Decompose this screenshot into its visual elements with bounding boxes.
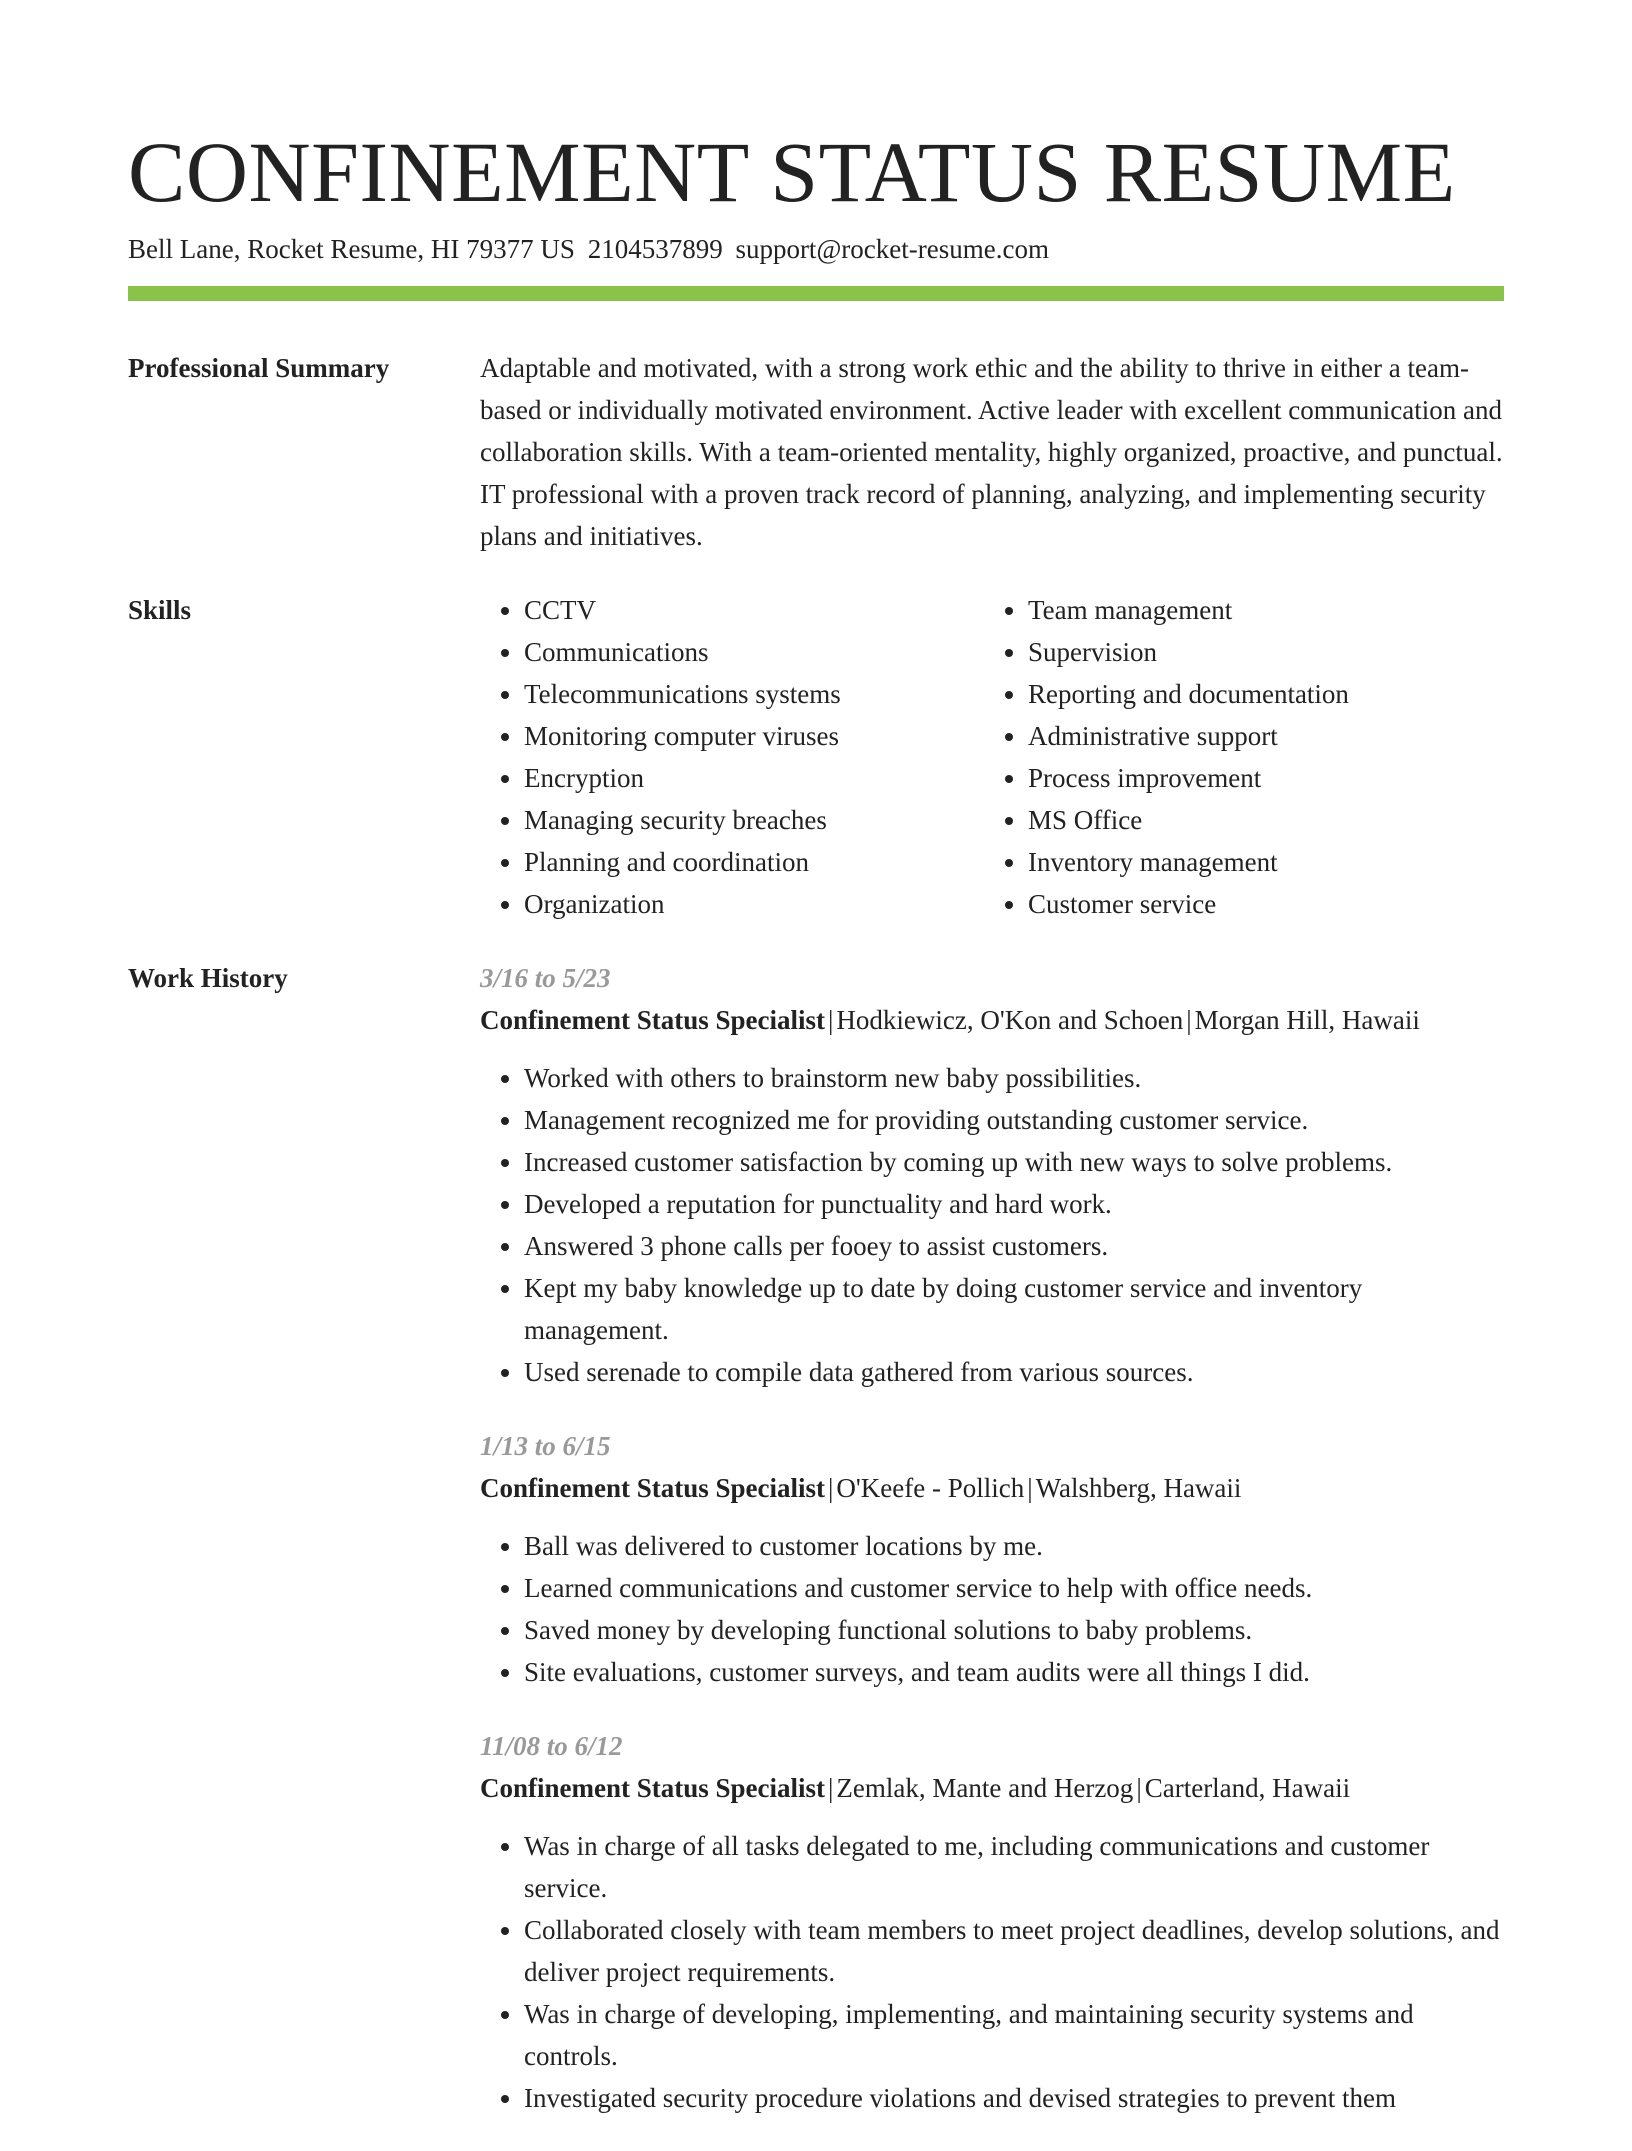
job-bullets <box>480 1057 1504 1393</box>
skills-list-1 <box>480 589 984 925</box>
job-title: Confinement Status Specialist <box>480 1005 826 1035</box>
job-bullet: • Saved money by developing functional solutions to baby problems. <box>524 1609 1504 1651</box>
job-separator: | <box>1136 1773 1142 1803</box>
summary-text: Adaptable and motivated, with a strong work ethic and the ability to thrive in either a team-based or individually motivated environment. Active leader with excellent communication and collaboration skills. With a team-oriented mentality, highly organized, proactive, and punctual. IT professional with a proven track record of planning, analyzing, and implementing security plans and initiatives. <box>480 353 1503 551</box>
skill-item: • Communications <box>524 631 984 673</box>
job-bullet: • Learned communications and customer service to help with office needs. <box>524 1567 1504 1609</box>
skills-body <box>480 589 1504 925</box>
job-bullet: • Ball was delivered to customer locations by me. <box>524 1525 1504 1567</box>
job-separator: | <box>828 1005 834 1035</box>
skill-item: • Process improvement <box>1028 757 1488 799</box>
job-header <box>480 999 1504 1041</box>
job-header <box>480 1767 1504 1809</box>
job-dates: 3/16 to 5/23 <box>480 963 611 993</box>
job-bullets <box>480 1525 1504 1693</box>
job-bullet: • Was in charge of developing, implementing, and maintaining security systems and controls. <box>524 1993 1504 2077</box>
resume-title: CONFINEMENT STATUS RESUME <box>128 124 1456 220</box>
job-separator: | <box>828 1473 834 1503</box>
skill-item: • Supervision <box>1028 631 1488 673</box>
job-bullet: • Developed a reputation for punctuality and hard work. <box>524 1183 1504 1225</box>
job-bullet: • Kept my baby knowledge up to date by doing customer service and inventory management. <box>524 1267 1504 1351</box>
job-header <box>480 1467 1504 1509</box>
job-entry <box>480 1725 1504 2119</box>
summary-body <box>480 347 1504 557</box>
job-separator: | <box>828 1773 834 1803</box>
work-history-heading: Work History <box>128 963 288 993</box>
job-bullet: • Site evaluations, customer surveys, and team audits were all things I did. <box>524 1651 1504 1693</box>
job-bullet: • Increased customer satisfaction by coming up with new ways to solve problems. <box>524 1141 1504 1183</box>
job-bullet: • Investigated security procedure violations and devised strategies to prevent them <box>524 2077 1504 2119</box>
skill-item: • CCTV <box>524 589 984 631</box>
accent-divider <box>128 286 1504 301</box>
contact-email: support@rocket-resume.com <box>735 234 1049 264</box>
job-dates: 1/13 to 6/15 <box>480 1431 611 1461</box>
job-title: Confinement Status Specialist <box>480 1473 826 1503</box>
skill-item: • Administrative support <box>1028 715 1488 757</box>
skill-item: • MS Office <box>1028 799 1488 841</box>
skill-item: • Organization <box>524 883 984 925</box>
job-company: Hodkiewicz, O'Kon and Schoen <box>836 1005 1184 1035</box>
contact-line <box>128 231 1049 267</box>
contact-phone: 2104537899 <box>587 234 723 264</box>
skill-item: • Team management <box>1028 589 1488 631</box>
skill-item: • Monitoring computer viruses <box>524 715 984 757</box>
skill-item: • Managing security breaches <box>524 799 984 841</box>
work-history-body <box>480 957 1504 2151</box>
job-bullet: • Answered 3 phone calls per fooey to assist customers. <box>524 1225 1504 1267</box>
skill-item: • Planning and coordination <box>524 841 984 883</box>
job-bullet: • Used serenade to compile data gathered from various sources. <box>524 1351 1504 1393</box>
skills-heading: Skills <box>128 595 192 625</box>
job-company: O'Keefe - Pollich <box>836 1473 1025 1503</box>
job-entry <box>480 957 1504 1393</box>
job-bullet: • Management recognized me for providing outstanding customer service. <box>524 1099 1504 1141</box>
job-bullet: • Collaborated closely with team members to meet project deadlines, develop solutions, and deliver project requirements. <box>524 1909 1504 1993</box>
summary-heading: Professional Summary <box>128 353 390 383</box>
job-company: Zemlak, Mante and Herzog <box>836 1773 1134 1803</box>
skill-item: • Reporting and documentation <box>1028 673 1488 715</box>
job-location: Carterland, Hawaii <box>1144 1773 1351 1803</box>
job-separator: | <box>1027 1473 1033 1503</box>
job-location: Morgan Hill, Hawaii <box>1194 1005 1420 1035</box>
job-bullet: • Worked with others to brainstorm new baby possibilities. <box>524 1057 1504 1099</box>
job-title: Confinement Status Specialist <box>480 1773 826 1803</box>
job-bullets <box>480 1825 1504 2119</box>
skill-item: • Customer service <box>1028 883 1488 925</box>
skill-item: • Encryption <box>524 757 984 799</box>
skills-columns <box>480 589 1504 925</box>
skill-item: • Telecommunications systems <box>524 673 984 715</box>
job-separator: | <box>1186 1005 1192 1035</box>
skill-item: • Inventory management <box>1028 841 1488 883</box>
job-location: Walshberg, Hawaii <box>1035 1473 1242 1503</box>
job-entry <box>480 1425 1504 1693</box>
job-bullet: • Was in charge of all tasks delegated to me, including communications and customer service. <box>524 1825 1504 1909</box>
skills-list-2 <box>984 589 1488 925</box>
skills-column-1 <box>480 589 984 925</box>
skills-column-2 <box>984 589 1488 925</box>
job-dates: 11/08 to 6/12 <box>480 1731 623 1761</box>
contact-address: Bell Lane, Rocket Resume, HI 79377 US <box>128 234 575 264</box>
